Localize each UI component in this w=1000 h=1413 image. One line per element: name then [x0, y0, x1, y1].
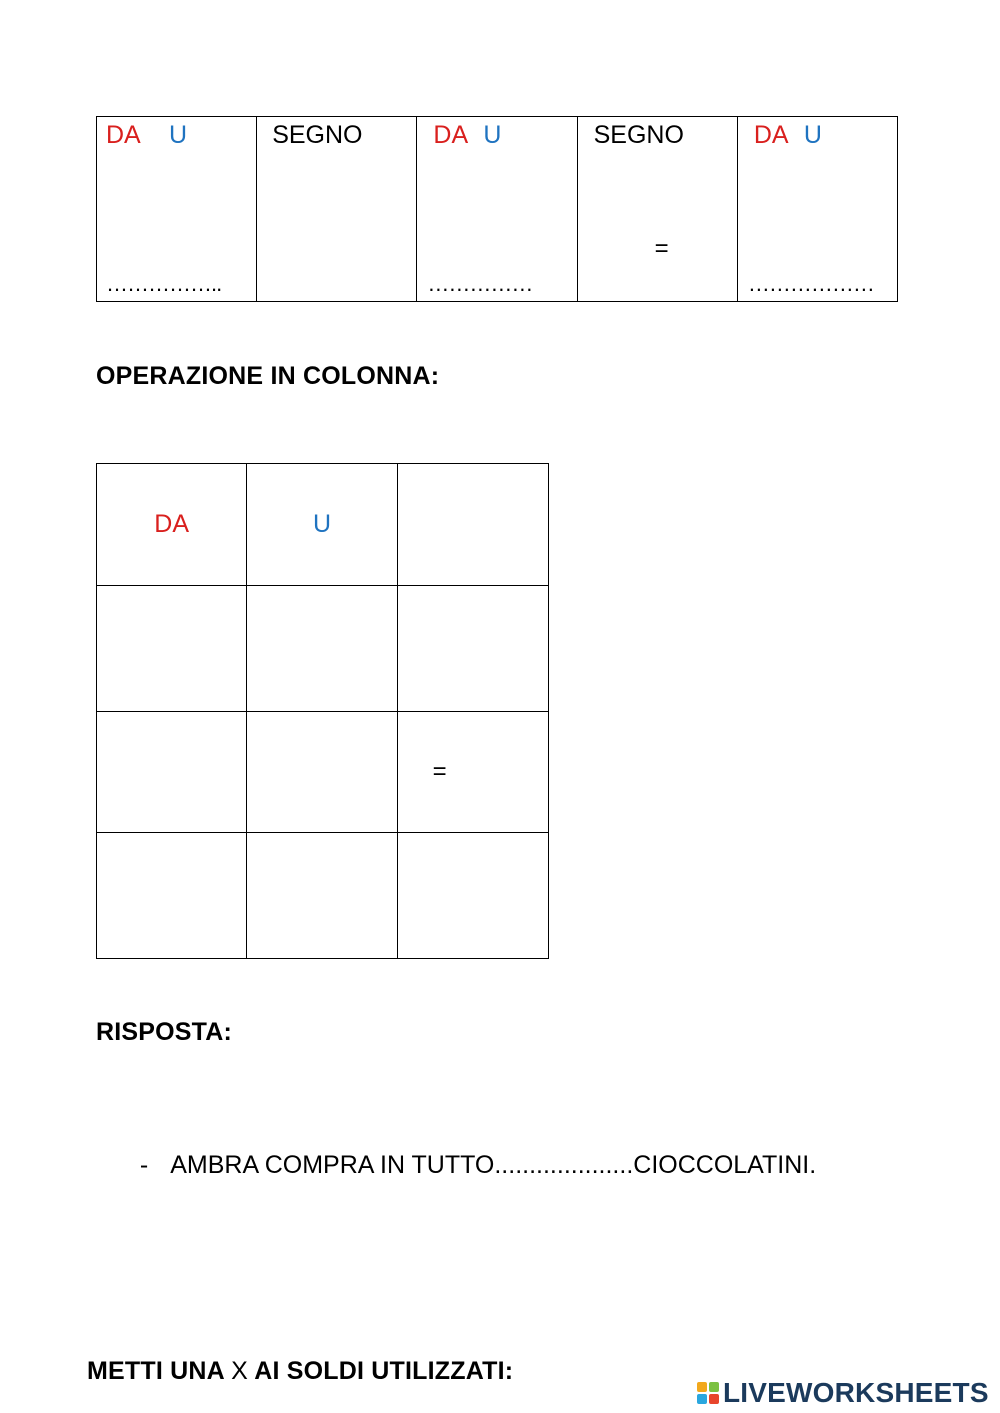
grid-cell[interactable] [97, 712, 247, 833]
grid-cell-equals[interactable] [398, 712, 548, 833]
logo-text: LIVEWORKSHEETS [723, 1377, 989, 1408]
segno-label: SEGNO [593, 121, 684, 149]
answer-dots: …………….. [106, 271, 222, 296]
grid-cell[interactable] [97, 586, 247, 712]
number-cell-3[interactable] [738, 117, 897, 301]
segno-label: SEGNO [272, 121, 363, 149]
logo-icon [697, 1382, 719, 1404]
answer-text: AMBRA COMPRA IN TUTTO....................CIOCCOLATINI. [170, 1151, 817, 1179]
metti-text-1: METTI UNA [87, 1357, 224, 1385]
equals-sign: = [432, 758, 447, 785]
u-label: U [169, 121, 188, 149]
grid-header-da: DA [97, 464, 247, 586]
grid-cell[interactable] [398, 586, 548, 712]
da-label: DA [753, 121, 789, 149]
grid-cell[interactable] [247, 833, 397, 958]
column-operation-grid [96, 463, 549, 959]
grid-cell[interactable] [247, 586, 397, 712]
risposta-heading: RISPOSTA: [96, 1018, 233, 1046]
answer-line [126, 1122, 816, 1180]
da-label: DA [433, 121, 469, 149]
metti-heading [87, 1357, 513, 1386]
logo-square [697, 1394, 707, 1404]
sign-cell-1[interactable] [257, 117, 417, 301]
bullet-dash: - [139, 1151, 149, 1179]
grid-header-empty [398, 464, 548, 586]
logo-square [709, 1382, 719, 1392]
u-label: U [803, 121, 822, 149]
grid-cell[interactable] [97, 833, 247, 958]
metti-text-2: AI SOLDI UTILIZZATI: [254, 1357, 514, 1385]
grid-header-u: U [247, 464, 397, 586]
logo-square [697, 1382, 707, 1392]
metti-x: X [231, 1357, 248, 1385]
place-value-row-table [96, 116, 898, 302]
number-cell-2[interactable] [417, 117, 577, 301]
number-cell-1[interactable] [97, 117, 257, 301]
da-label: DA [106, 121, 141, 149]
liveworksheets-logo [697, 1377, 989, 1409]
u-label: U [483, 121, 502, 149]
logo-square [709, 1394, 719, 1404]
equals-sign: = [654, 235, 669, 262]
answer-dots: ……………… [747, 271, 874, 296]
answer-dots: …………… [427, 271, 533, 296]
sign-cell-2[interactable] [578, 117, 738, 301]
operazione-heading: OPERAZIONE IN COLONNA: [96, 362, 440, 390]
grid-cell[interactable] [247, 712, 397, 833]
grid-cell[interactable] [398, 833, 548, 958]
